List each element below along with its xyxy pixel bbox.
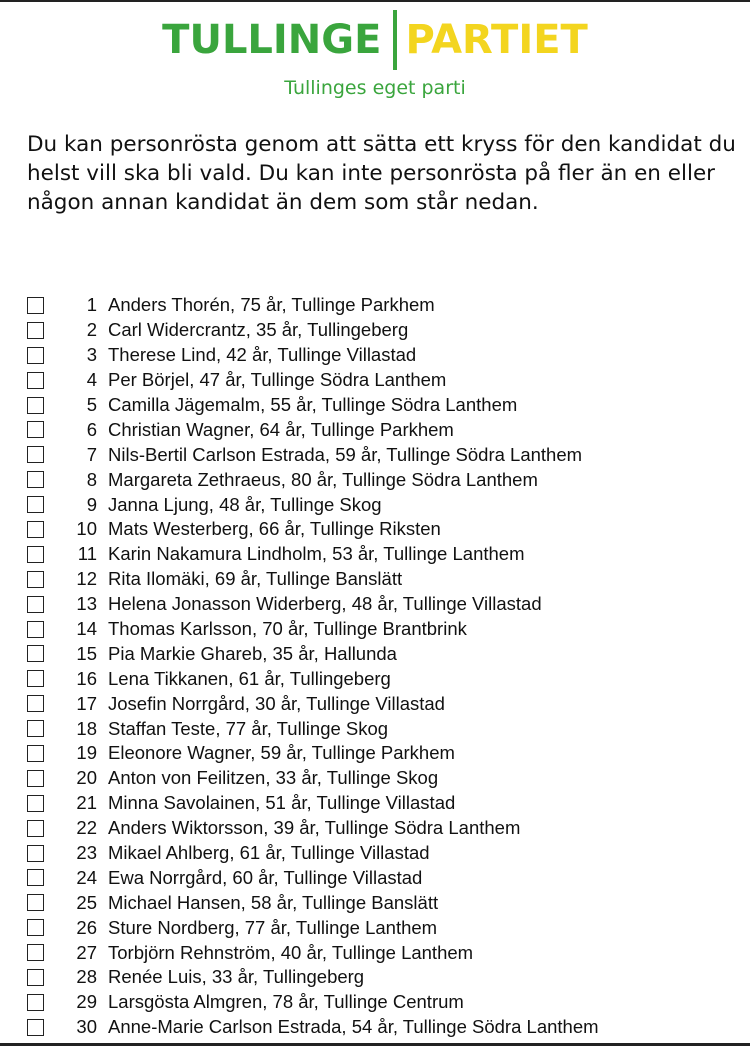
candidate-row bbox=[0, 841, 750, 866]
candidate-name: Eleonore Wagner, 59 år, Tullinge Parkhem bbox=[108, 742, 455, 764]
vote-checkbox[interactable] bbox=[27, 421, 44, 438]
candidate-number: 23 bbox=[76, 842, 97, 864]
logo-word-partiet: PARTIET bbox=[405, 17, 588, 63]
vote-checkbox[interactable] bbox=[27, 645, 44, 662]
tagline: Tullinges eget parti bbox=[284, 77, 466, 99]
candidate-number: 4 bbox=[86, 369, 97, 391]
candidate-number: 29 bbox=[76, 991, 97, 1013]
candidate-row bbox=[0, 691, 750, 716]
candidate-row bbox=[0, 666, 750, 691]
candidate-row bbox=[0, 567, 750, 592]
candidate-number: 21 bbox=[76, 792, 97, 814]
candidate-name: Christian Wagner, 64 år, Tullinge Parkhem bbox=[108, 418, 454, 440]
candidate-number: 6 bbox=[86, 418, 97, 440]
vote-checkbox[interactable] bbox=[27, 596, 44, 613]
candidate-number: 27 bbox=[76, 941, 97, 963]
candidate-name: Thomas Karlsson, 70 år, Tullinge Brantbrink bbox=[108, 618, 467, 640]
candidate-row bbox=[0, 766, 750, 791]
candidate-number: 8 bbox=[86, 468, 97, 490]
candidate-name: Larsgösta Almgren, 78 år, Tullinge Centrum bbox=[108, 991, 464, 1013]
candidate-number: 15 bbox=[76, 642, 97, 664]
candidate-number: 3 bbox=[86, 344, 97, 366]
vote-checkbox[interactable] bbox=[27, 521, 44, 538]
vote-checkbox[interactable] bbox=[27, 695, 44, 712]
candidate-row bbox=[0, 816, 750, 841]
vote-checkbox[interactable] bbox=[27, 446, 44, 463]
candidate-row bbox=[0, 791, 750, 816]
candidate-number: 14 bbox=[76, 618, 97, 640]
candidate-name: Rita Ilomäki, 69 år, Tullinge Banslätt bbox=[108, 568, 403, 590]
candidate-row bbox=[0, 965, 750, 990]
candidate-name: Nils-Bertil Carlson Estrada, 59 år, Tullinge Södra Lanthem bbox=[108, 443, 583, 465]
candidate-name: Pia Markie Ghareb, 35 år, Hallunda bbox=[108, 642, 397, 664]
candidate-name: Anton von Feilitzen, 33 år, Tullinge Skog bbox=[108, 767, 439, 789]
candidate-number: 30 bbox=[76, 1016, 97, 1038]
candidate-row bbox=[0, 442, 750, 467]
candidate-name: Karin Nakamura Lindholm, 53 år, Tullinge Lanthem bbox=[108, 543, 525, 565]
candidate-name: Anders Wiktorsson, 39 år, Tullinge Södra Lanthem bbox=[108, 817, 521, 839]
candidate-name: Therese Lind, 42 år, Tullinge Villastad bbox=[108, 344, 417, 366]
vote-checkbox[interactable] bbox=[27, 496, 44, 513]
vote-checkbox[interactable] bbox=[27, 845, 44, 862]
candidate-name: Staffan Teste, 77 år, Tullinge Skog bbox=[108, 717, 389, 739]
vote-checkbox[interactable] bbox=[27, 571, 44, 588]
top-border bbox=[0, 0, 750, 2]
candidate-name: Torbjörn Rehnström, 40 år, Tullinge Lanthem bbox=[108, 941, 474, 963]
vote-checkbox[interactable] bbox=[27, 720, 44, 737]
candidate-number: 19 bbox=[76, 742, 97, 764]
candidate-name: Lena Tikkanen, 61 år, Tullingeberg bbox=[108, 667, 391, 689]
candidate-number: 1 bbox=[86, 294, 97, 316]
vote-checkbox[interactable] bbox=[27, 820, 44, 837]
candidate-name: Ewa Norrgård, 60 år, Tullinge Villastad bbox=[108, 866, 423, 888]
candidate-name: Josefin Norrgård, 30 år, Tullinge Villastad bbox=[108, 692, 445, 714]
candidate-row bbox=[0, 890, 750, 915]
candidate-number: 16 bbox=[76, 667, 97, 689]
candidate-row bbox=[0, 368, 750, 393]
candidate-row bbox=[0, 293, 750, 318]
vote-checkbox[interactable] bbox=[27, 994, 44, 1011]
candidate-name: Michael Hansen, 58 år, Tullinge Banslätt bbox=[108, 891, 439, 913]
vote-checkbox[interactable] bbox=[27, 347, 44, 364]
candidate-name: Margareta Zethraeus, 80 år, Tullinge Södra Lanthem bbox=[108, 468, 538, 490]
vote-checkbox[interactable] bbox=[27, 546, 44, 563]
candidate-number: 22 bbox=[76, 817, 97, 839]
vote-checkbox[interactable] bbox=[27, 670, 44, 687]
candidate-row bbox=[0, 641, 750, 666]
candidate-row bbox=[0, 592, 750, 617]
candidate-row bbox=[0, 343, 750, 368]
party-logo bbox=[0, 8, 750, 72]
candidate-number: 2 bbox=[86, 319, 97, 341]
candidate-name: Janna Ljung, 48 år, Tullinge Skog bbox=[108, 493, 382, 515]
candidate-number: 9 bbox=[86, 493, 97, 515]
candidate-row bbox=[0, 617, 750, 642]
candidate-number: 5 bbox=[86, 394, 97, 415]
candidate-number: 18 bbox=[76, 717, 97, 739]
candidate-row bbox=[0, 467, 750, 492]
candidate-number: 28 bbox=[76, 966, 97, 988]
candidate-row bbox=[0, 542, 750, 567]
candidate-name: Camilla Jägemalm, 55 år, Tullinge Södra Lanthem bbox=[108, 394, 518, 415]
vote-checkbox[interactable] bbox=[27, 397, 44, 414]
candidate-row bbox=[0, 940, 750, 965]
candidate-number: 17 bbox=[76, 692, 97, 714]
vote-checkbox[interactable] bbox=[27, 894, 44, 911]
instructions-text: Du kan personrösta genom att sätta ett kryss för den kandidat du helst vill ska bli vald. Du kan inte personrösta på fler än en eller någon annan kandidat än dem som står nedan. bbox=[27, 132, 736, 215]
vote-checkbox[interactable] bbox=[27, 869, 44, 886]
logo-divider-bar bbox=[393, 10, 397, 70]
candidate-number: 7 bbox=[86, 443, 97, 465]
vote-checkbox[interactable] bbox=[27, 621, 44, 638]
candidate-name: Anders Thorén, 75 år, Tullinge Parkhem bbox=[108, 294, 435, 316]
candidate-row bbox=[0, 865, 750, 890]
vote-checkbox[interactable] bbox=[27, 322, 44, 339]
candidate-row bbox=[0, 741, 750, 766]
vote-checkbox[interactable] bbox=[27, 1019, 44, 1036]
vote-checkbox[interactable] bbox=[27, 919, 44, 936]
candidate-row bbox=[0, 318, 750, 343]
candidate-name: Sture Nordberg, 77 år, Tullinge Lanthem bbox=[108, 916, 438, 938]
logo-word-tullinge: TULLINGE bbox=[162, 17, 382, 63]
vote-checkbox[interactable] bbox=[27, 745, 44, 762]
candidate-number: 10 bbox=[76, 518, 97, 540]
candidate-row bbox=[0, 1015, 750, 1040]
candidate-number: 25 bbox=[76, 891, 97, 913]
candidate-name: Anne-Marie Carlson Estrada, 54 år, Tullinge Södra Lanthem bbox=[108, 1016, 599, 1038]
candidate-number: 26 bbox=[76, 916, 97, 938]
candidate-row bbox=[0, 393, 750, 418]
candidate-number: 13 bbox=[76, 593, 97, 615]
candidate-name: Helena Jonasson Widerberg, 48 år, Tullinge Villastad bbox=[108, 593, 542, 615]
vote-checkbox[interactable] bbox=[27, 795, 44, 812]
candidate-row bbox=[0, 716, 750, 741]
candidate-name: Mats Westerberg, 66 år, Tullinge Riksten bbox=[108, 518, 441, 540]
candidate-number: 24 bbox=[76, 866, 97, 888]
candidate-row bbox=[0, 417, 750, 442]
candidate-name: Minna Savolainen, 51 år, Tullinge Villastad bbox=[108, 792, 456, 814]
candidate-row bbox=[0, 990, 750, 1015]
candidate-name: Renée Luis, 33 år, Tullingeberg bbox=[108, 966, 365, 988]
candidate-name: Carl Widercrantz, 35 år, Tullingeberg bbox=[108, 319, 409, 341]
vote-checkbox[interactable] bbox=[27, 471, 44, 488]
candidate-number: 11 bbox=[77, 543, 97, 565]
candidate-name: Per Börjel, 47 år, Tullinge Södra Lanthem bbox=[108, 369, 447, 391]
vote-checkbox[interactable] bbox=[27, 944, 44, 961]
candidate-row bbox=[0, 492, 750, 517]
vote-checkbox[interactable] bbox=[27, 372, 44, 389]
vote-checkbox[interactable] bbox=[27, 770, 44, 787]
candidate-row bbox=[0, 517, 750, 542]
vote-checkbox[interactable] bbox=[27, 297, 44, 314]
candidate-number: 20 bbox=[76, 767, 97, 789]
vote-checkbox[interactable] bbox=[27, 969, 44, 986]
candidate-row bbox=[0, 915, 750, 940]
candidate-number: 12 bbox=[76, 568, 97, 590]
candidate-name: Mikael Ahlberg, 61 år, Tullinge Villastad bbox=[108, 842, 430, 864]
candidate-list bbox=[0, 293, 750, 1040]
